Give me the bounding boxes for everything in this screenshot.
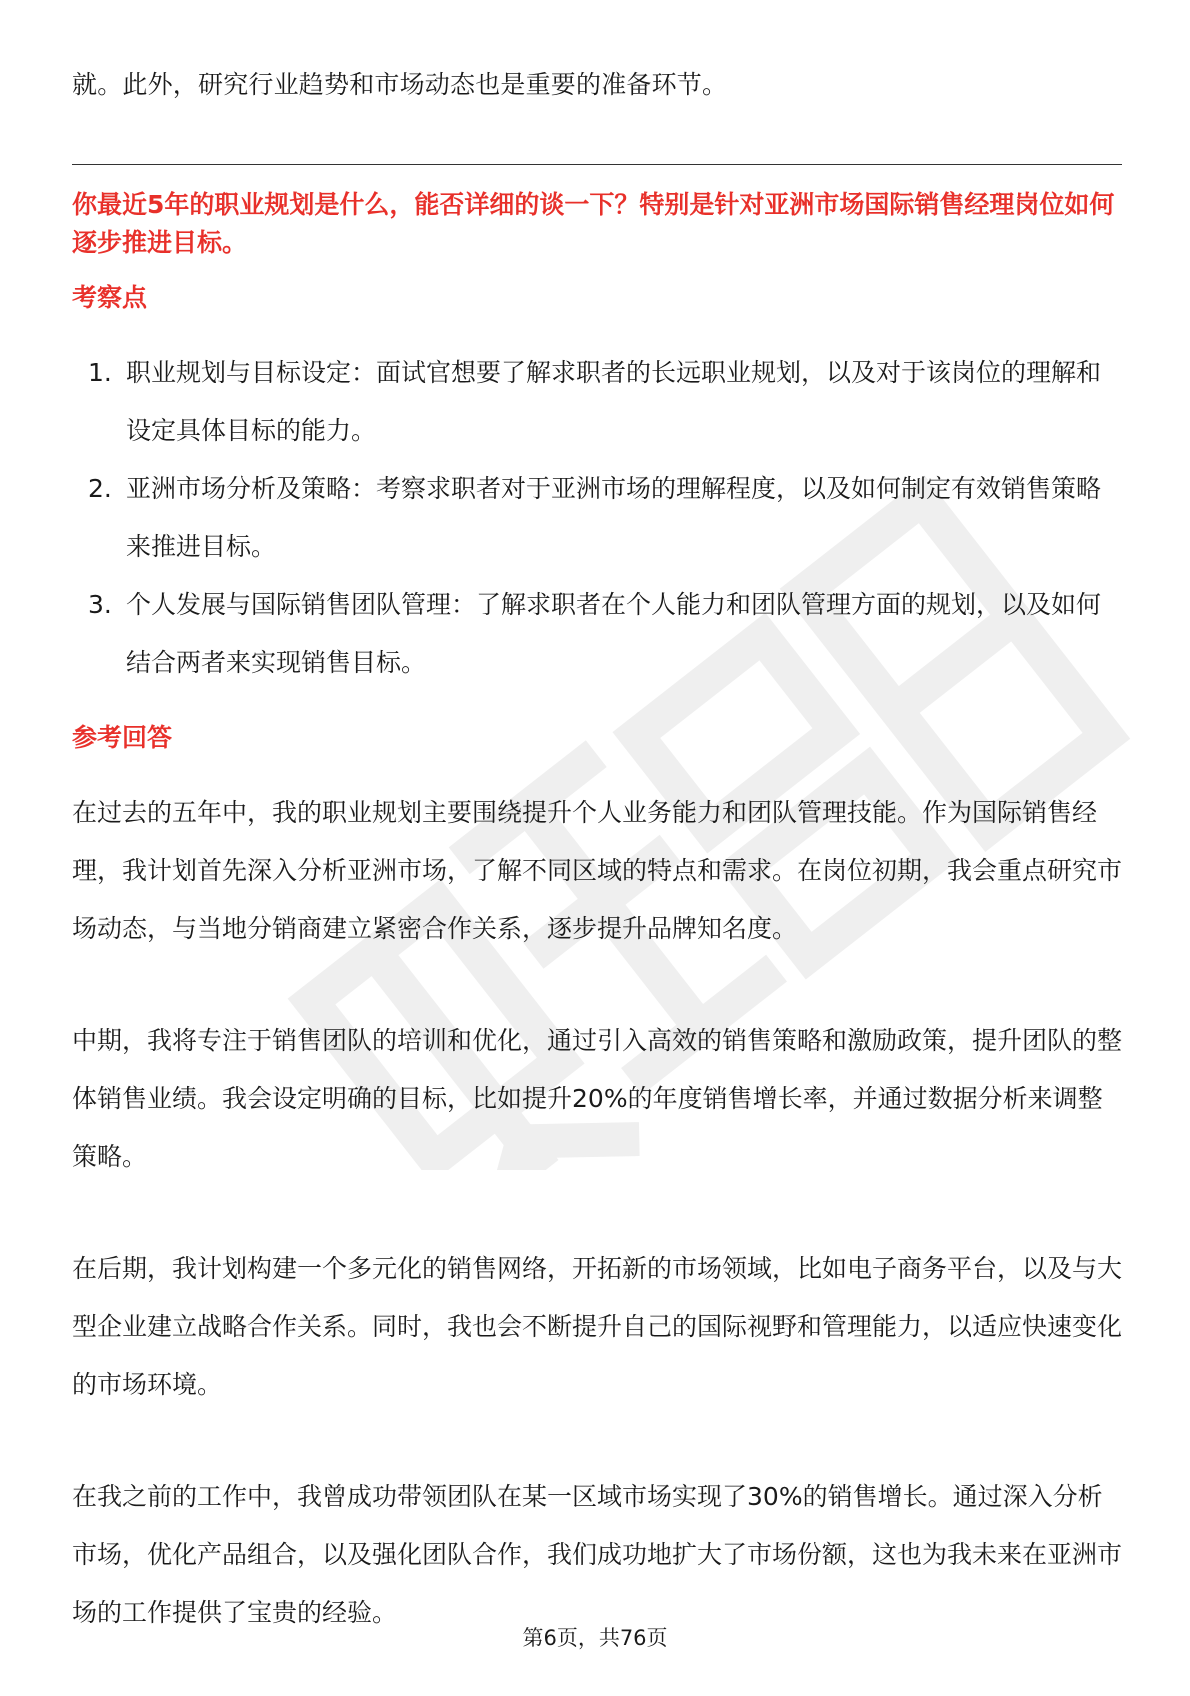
list-item <box>72 576 1122 692</box>
answer-paragraph: 中期，我将专注于销售团队的培训和优化，通过引入高效的销售策略和激励政策，提升团队的整体销售业绩。我会设定明确的目标，比如提升20%的年度销售增长率，并通过数据分析来调整策略。 <box>72 1026 1123 1171</box>
list-item <box>72 344 1122 460</box>
answer-paragraph: 在过去的五年中，我的职业规划主要围绕提升个人业务能力和团队管理技能。作为国际销售经理，我计划首先深入分析亚洲市场，了解不同区域的特点和需求。在岗位初期，我会重点研究市场动态，与当地分销商建立紧密合作关系，逐步提升品牌知名度。 <box>72 798 1123 943</box>
answer-heading: 参考回答 <box>72 723 173 752</box>
lead-text: 就。此外，研究行业趋势和市场动态也是重要的准备环节。 <box>72 70 728 99</box>
observation-list <box>72 344 1122 692</box>
list-number: 1. <box>88 358 112 387</box>
list-number: 3. <box>88 590 112 619</box>
list-item-text: 个人发展与国际销售团队管理：了解求职者在个人能力和团队管理方面的规划，以及如何结合两者来实现销售目标。 <box>126 590 1102 677</box>
answer-paragraph: 在我之前的工作中，我曾成功带领团队在某一区域市场实现了30%的销售增长。通过深入分析市场，优化产品组合，以及强化团队合作，我们成功地扩大了市场份额，这也为我未来在亚洲市场的工作提供了宝贵的经验。 <box>72 1482 1123 1627</box>
answer-body <box>72 784 1122 1696</box>
document-page <box>72 0 1122 1684</box>
page-footer: 第6页，共76页 <box>522 1626 668 1650</box>
list-item-text: 亚洲市场分析及策略：考察求职者对于亚洲市场的理解程度，以及如何制定有效销售策略来推进目标。 <box>126 474 1102 561</box>
answer-paragraph: 在后期，我计划构建一个多元化的销售网络，开拓新的市场领域，比如电子商务平台，以及与大型企业建立战略合作关系。同时，我也会不断提升自己的国际视野和管理能力，以适应快速变化的市场环境。 <box>72 1254 1123 1399</box>
section-divider <box>72 164 1122 165</box>
list-number: 2. <box>88 474 112 503</box>
observation-heading: 考察点 <box>72 283 148 312</box>
list-item <box>72 460 1122 576</box>
list-item-text: 职业规划与目标设定：面试官想要了解求职者的长远职业规划，以及对于该岗位的理解和设定具体目标的能力。 <box>126 358 1102 445</box>
question-title: 你最近5年的职业规划是什么，能否详细的谈一下？特别是针对亚洲市场国际销售经理岗位如何逐步推进目标。 <box>72 190 1115 257</box>
